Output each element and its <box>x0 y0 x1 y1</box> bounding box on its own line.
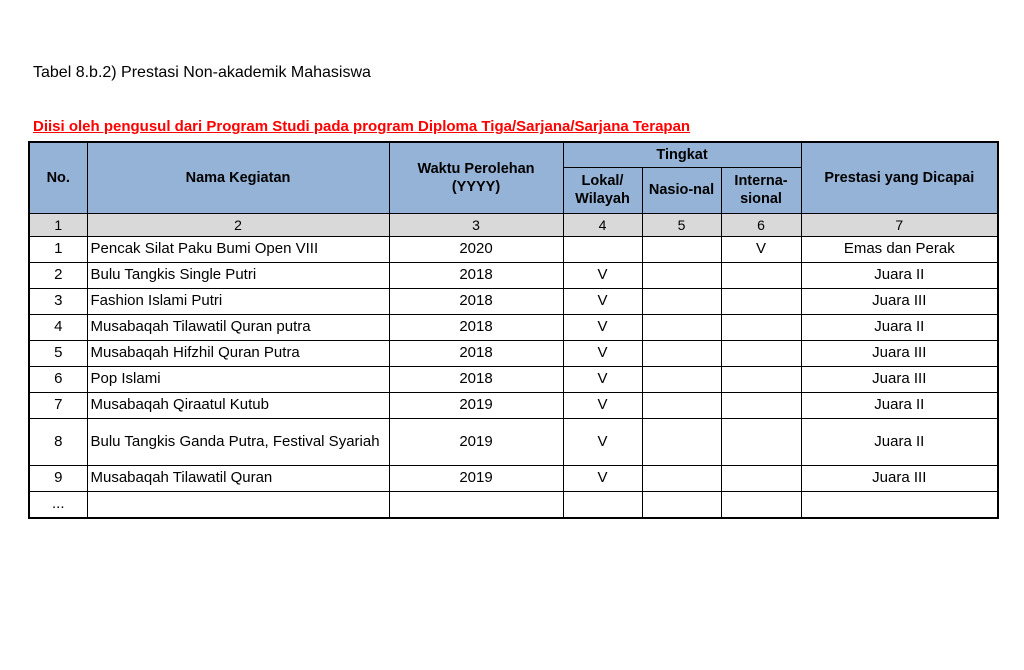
cell-no: 1 <box>29 236 87 262</box>
cell-nasional <box>642 418 721 465</box>
cell-lokal: V <box>563 314 642 340</box>
cell-prestasi: Emas dan Perak <box>801 236 998 262</box>
cell-nama-kegiatan <box>87 491 389 518</box>
header-internasional-line2: sional <box>740 191 782 207</box>
cell-waktu: 2018 <box>389 314 563 340</box>
header-waktu-line2: (YYYY) <box>451 178 501 195</box>
column-number: 2 <box>87 213 389 236</box>
cell-nama-kegiatan: Musabaqah Tilawatil Quran <box>87 465 389 491</box>
header-prestasi: Prestasi yang Dicapai <box>801 142 998 213</box>
cell-lokal <box>563 491 642 518</box>
table-row <box>29 262 998 288</box>
table-row <box>29 418 998 465</box>
cell-lokal: V <box>563 262 642 288</box>
cell-prestasi: Juara II <box>801 392 998 418</box>
header-no: No. <box>29 142 87 213</box>
cell-nasional <box>642 392 721 418</box>
cell-waktu: 2019 <box>389 392 563 418</box>
instruction-note: Diisi oleh pengusul dari Program Studi pada program Diploma Tiga/Sarjana/Sarjana Terapan <box>33 118 691 135</box>
cell-prestasi: Juara III <box>801 366 998 392</box>
cell-lokal: V <box>563 465 642 491</box>
cell-internasional <box>721 418 801 465</box>
cell-prestasi: Juara III <box>801 288 998 314</box>
header-lokal-line1: Lokal/ <box>581 173 624 189</box>
cell-internasional <box>721 314 801 340</box>
cell-nasional <box>642 288 721 314</box>
column-number: 1 <box>29 213 87 236</box>
cell-prestasi: Juara II <box>801 262 998 288</box>
cell-nasional <box>642 465 721 491</box>
cell-prestasi: Juara III <box>801 465 998 491</box>
cell-internasional <box>721 288 801 314</box>
cell-internasional <box>721 465 801 491</box>
cell-internasional <box>721 491 801 518</box>
cell-lokal: V <box>563 392 642 418</box>
cell-nasional <box>642 314 721 340</box>
table-row <box>29 236 998 262</box>
cell-prestasi: Juara II <box>801 418 998 465</box>
cell-nama-kegiatan: Musabaqah Tilawatil Quran putra <box>87 314 389 340</box>
cell-nasional <box>642 491 721 518</box>
header-nama-kegiatan: Nama Kegiatan <box>87 142 389 213</box>
column-number: 5 <box>642 213 721 236</box>
cell-prestasi: Juara III <box>801 340 998 366</box>
cell-no: ... <box>29 491 87 518</box>
table-row <box>29 314 998 340</box>
header-nasional: Nasio-nal <box>642 167 721 213</box>
cell-nasional <box>642 340 721 366</box>
cell-no: 8 <box>29 418 87 465</box>
header-lokal <box>563 167 642 213</box>
cell-prestasi <box>801 491 998 518</box>
cell-waktu: 2020 <box>389 236 563 262</box>
table-row <box>29 465 998 491</box>
cell-lokal <box>563 236 642 262</box>
cell-nama-kegiatan: Bulu Tangkis Single Putri <box>87 262 389 288</box>
header-internasional <box>721 167 801 213</box>
table-row <box>29 288 998 314</box>
cell-lokal: V <box>563 366 642 392</box>
cell-no: 4 <box>29 314 87 340</box>
achievements-table <box>28 141 999 519</box>
cell-nama-kegiatan: Pencak Silat Paku Bumi Open VIII <box>87 236 389 262</box>
header-tingkat: Tingkat <box>563 142 801 167</box>
cell-internasional: V <box>721 236 801 262</box>
cell-no: 7 <box>29 392 87 418</box>
cell-nasional <box>642 236 721 262</box>
header-waktu-perolehan <box>389 142 563 213</box>
cell-internasional <box>721 392 801 418</box>
cell-no: 2 <box>29 262 87 288</box>
cell-no: 3 <box>29 288 87 314</box>
page-title: Tabel 8.b.2) Prestasi Non-akademik Mahasiswa <box>33 64 371 81</box>
header-internasional-line1: Interna- <box>734 173 788 189</box>
cell-waktu: 2018 <box>389 262 563 288</box>
cell-waktu: 2019 <box>389 465 563 491</box>
cell-nama-kegiatan: Musabaqah Qiraatul Kutub <box>87 392 389 418</box>
column-number: 4 <box>563 213 642 236</box>
column-number-row <box>29 213 998 236</box>
header-lokal-line2: Wilayah <box>575 191 630 207</box>
table-row <box>29 366 998 392</box>
header-waktu-line1: Waktu Perolehan <box>417 160 535 177</box>
cell-waktu <box>389 491 563 518</box>
cell-internasional <box>721 340 801 366</box>
cell-nama-kegiatan: Fashion Islami Putri <box>87 288 389 314</box>
cell-prestasi: Juara II <box>801 314 998 340</box>
column-number: 7 <box>801 213 998 236</box>
cell-lokal: V <box>563 418 642 465</box>
cell-no: 5 <box>29 340 87 366</box>
cell-lokal: V <box>563 340 642 366</box>
cell-nasional <box>642 366 721 392</box>
table-row <box>29 491 998 518</box>
cell-nasional <box>642 262 721 288</box>
cell-waktu: 2018 <box>389 340 563 366</box>
table-body <box>29 236 998 518</box>
cell-no: 6 <box>29 366 87 392</box>
cell-nama-kegiatan: Pop Islami <box>87 366 389 392</box>
cell-internasional <box>721 366 801 392</box>
cell-lokal: V <box>563 288 642 314</box>
cell-waktu: 2018 <box>389 366 563 392</box>
table-row <box>29 392 998 418</box>
cell-nama-kegiatan: Musabaqah Hifzhil Quran Putra <box>87 340 389 366</box>
column-number: 3 <box>389 213 563 236</box>
cell-waktu: 2018 <box>389 288 563 314</box>
cell-no: 9 <box>29 465 87 491</box>
cell-nama-kegiatan: Bulu Tangkis Ganda Putra, Festival Syariah <box>87 418 389 465</box>
column-number: 6 <box>721 213 801 236</box>
table-row <box>29 340 998 366</box>
cell-internasional <box>721 262 801 288</box>
cell-waktu: 2019 <box>389 418 563 465</box>
